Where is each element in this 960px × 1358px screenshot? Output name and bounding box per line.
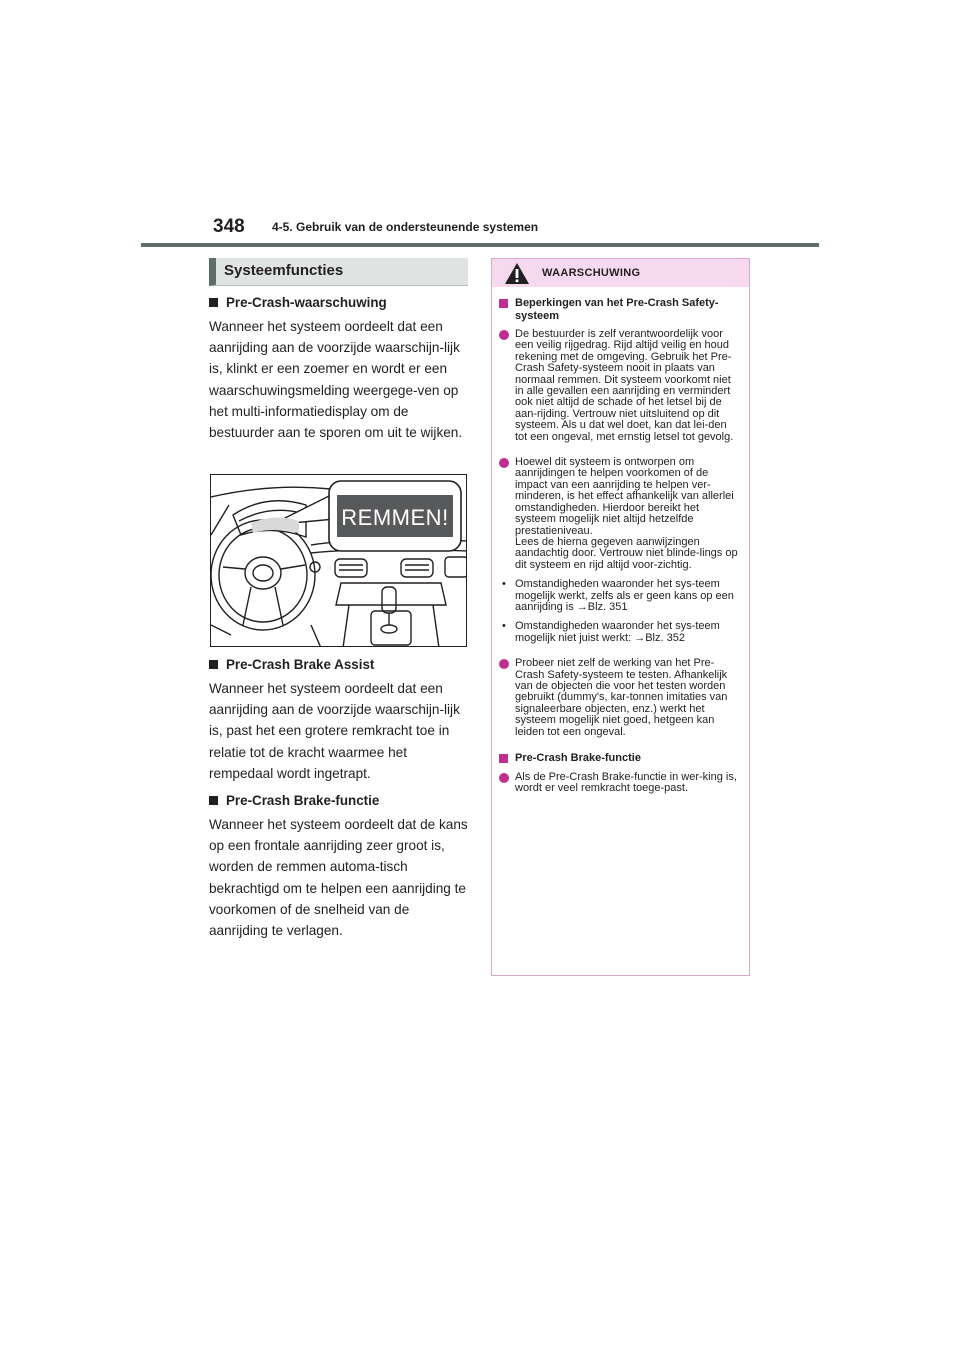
left-column [209,292,471,443]
bullet-mark: • [502,620,506,633]
bullet-mark: • [502,578,506,591]
warning-subheading-limitations: Beperkingen van het Pre-Crash Safety-systeem [499,297,741,322]
pre-crash-warning-heading-text: Pre-Crash-waarschuwing [226,295,387,310]
brake-function-heading [209,793,471,808]
section-heading: Systeemfuncties [209,258,468,286]
brake-assist-heading [209,657,471,672]
warning-bullet-item: • Omstandigheden waaronder het sys-teem mogelijk niet juist werkt: →Blz. 352 [499,621,741,644]
brake-assist-heading-text: Pre-Crash Brake Assist [226,657,375,672]
circle-bullet-icon [499,659,509,669]
circle-bullet-icon [499,773,509,783]
warning-box [491,258,750,976]
warning-item: Probeer niet zelf de werking van het Pre-Crash Safety-systeem te testen. Afhankelijk van de objecten die voor het testen worden gebruikt (dummy's, kar-tonnen imitaties van signaleerbare objecten, enz.) werkt het systeem mogelijk niet goed, hetgeen kan leiden tot een ongeval. [499,658,741,738]
brake-function-heading-text: Pre-Crash Brake-functie [226,793,380,809]
square-bullet-icon [499,299,508,308]
header-rule [141,243,819,247]
dashboard-illustration [210,474,467,647]
page-number: 348 [213,216,245,237]
warning-title: WAARSCHUWING [542,267,641,279]
pre-crash-warning-text: Wanneer het systeem oordeelt dat een aanrijding aan de voorzijde waarschijn-lijk is, klinkt er een zoemer en wordt er een waarschuwingsmelding weergege-ven op het multi-informatiedisplay om de bestuurder aan te sporen om uit te wijken. [209,319,463,441]
pre-crash-warning-heading [209,295,471,310]
warning-item: Hoewel dit systeem is ontworpen om aanrijdingen te helpen voorkomen of de impact van een aanrijding te helpen ver-minderen, is het effect afhankelijk van allerlei omstandigheden. Hierdoor bereikt het systeem mogelijk niet altijd hetzelfde prestatieniveau. Lees de hierna gegeven aanwijzingen aandachtig door. Vertrouw niet blinde-lings op dit systeem en rijd altijd voor-zichtig. [499,457,741,571]
brake-assist-text: Wanneer het systeem oordeelt dat een aanrijding aan de voorzijde waarschijn-lijk is, past het een grotere remkracht toe in relatie tot de kracht waarmee het rempedaal wordt ingetrapt. [209,681,460,781]
warning-triangle-icon [504,262,530,285]
chapter-title: 4-5. Gebruik van de ondersteunende systemen [272,220,539,234]
warning-item: Als de Pre-Crash Brake-functie in wer-king is, wordt er veel remkracht toege-past. [499,772,741,795]
left-column-lower [209,654,471,941]
warning-header [492,259,749,287]
brake-function-text: Wanneer het systeem oordeelt dat de kans op een frontale aanrijding zeer groot is, worden de remmen automa-tisch bekrachtigd om te helpen een aanrijding te voorkomen of de snelheid van de aanrijding te verlagen. [209,817,468,939]
warning-subheading-brake-function: Pre-Crash Brake-functie [499,752,741,765]
dashboard-drawing [211,475,467,647]
display-message: REMMEN! [341,505,449,530]
square-bullet-icon [499,754,508,763]
circle-bullet-icon [499,330,509,340]
circle-bullet-icon [499,458,509,468]
square-bullet-icon [209,660,218,669]
warning-bullet-item: • Omstandigheden waaronder het sys-teem mogelijk werkt, zelfs als er geen kans op een aanrijding is →Blz. 351 [499,579,741,613]
square-bullet-icon [209,298,218,307]
square-bullet-icon [209,796,218,805]
warning-body [492,287,749,794]
warning-item: De bestuurder is zelf verantwoordelijk voor een veilig rijgedrag. Rijd altijd veilig en houd rekening met de omgeving. Gebruik het Pre-Crash Safety-systeem nooit in plaats van normaal remmen. Dit systeem voorkomt niet in alle gevallen een aanrijding en vermindert ook niet altijd de schade of het letsel bij de aan-rijding. Vertrouw niet uitsluitend op dit systeem. Als u dat wel doet, kan dat lei-den tot een ongeval, met ernstig letsel tot gevolg. [499,329,741,443]
